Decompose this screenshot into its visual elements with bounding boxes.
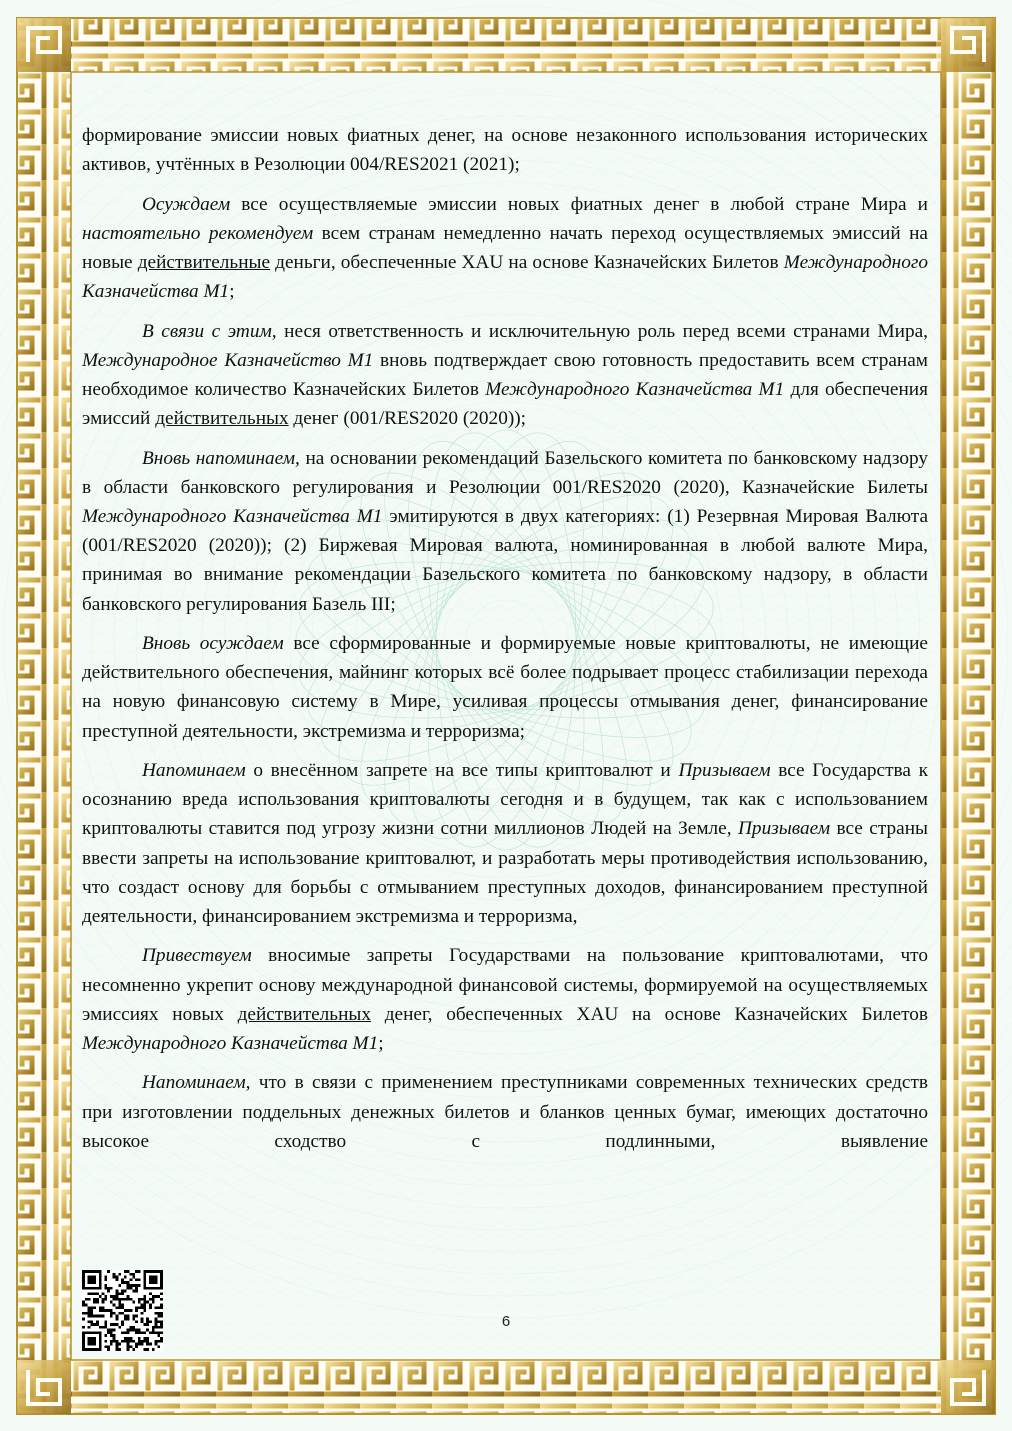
qr-code-image <box>82 1270 163 1351</box>
italic-phrase: Международного Казначейства М1 <box>82 1033 379 1055</box>
text-run: все Государства к осознанию вреда использования криптовалюты сегодня и в будущем, так как с использованием криптовалюты ставится под угрозу жизни сотни миллионов Людей на Земле, <box>82 760 929 840</box>
paragraph <box>82 1068 928 1156</box>
paragraph <box>82 941 928 1058</box>
text-run: всем странам немедленно начать переход осуществляемых эмиссий на новые <box>82 222 928 273</box>
paragraph <box>82 629 928 746</box>
paragraph <box>82 444 928 619</box>
paragraph <box>82 190 928 307</box>
text-run: денег, обеспеченных XAU на основе Казначейских Билетов <box>371 1003 928 1025</box>
paragraph <box>82 756 928 931</box>
italic-phrase: В связи с этим, <box>142 320 277 342</box>
document-body <box>82 121 928 1166</box>
italic-phrase: Вновь осуждаем <box>142 633 284 654</box>
text-run: денег (001/RES2020 (2020)); <box>288 408 527 430</box>
text-run: на основании рекомендаций Базельского комитета по банковскому надзору в области банковского регулирования и Резолюции 001/RES2020 (2020), Казначейские Билеты <box>82 447 929 498</box>
italic-phrase: Вновь напоминаем, <box>142 447 300 469</box>
italic-phrase: Международное Казначейство М1 <box>82 349 374 371</box>
text-run: формирование эмиссии новых фиатных денег, на основе незаконного использования исторических активов, учтённых в Резолюции 004/RES2021 (2021); <box>82 125 928 176</box>
italic-phrase: Международного Казначейства М1 <box>82 506 383 527</box>
text-run: деньги, обеспеченные XAU на основе Казначейских Билетов <box>270 252 784 273</box>
italic-phrase: Привествуем <box>142 945 252 967</box>
text-run: для обеспечения эмиссий <box>82 379 928 430</box>
text-run: эмитируются в двух категориях: (1) Резервная Мировая Валюта (001/RES2020 (2020)); (2) Биржевая Мировая валюта, номинированная в любой валюте Мира, принимая во внимание рекомендации Базельского комитета по банковскому надзору, в области банковского регулирования Базель III; <box>82 506 929 615</box>
text-run: что в связи с применением преступниками современных технических средств при изготовлении поддельных денежных билетов и бланков ценных бумаг, имеющих достаточно высокое сходство с подлинными, выявление <box>82 1072 928 1152</box>
italic-phrase: настоятельно рекомендуем <box>82 222 314 244</box>
underlined-word: действительных <box>237 1003 372 1025</box>
italic-phrase: Международного Казначейства М1 <box>485 379 785 400</box>
text-run: о внесённом запрете на все типы криптовалют и <box>245 760 679 781</box>
italic-phrase: Напоминаем, <box>142 1072 251 1094</box>
italic-phrase: Призываем <box>738 818 831 840</box>
page-number: 6 <box>501 1313 511 1330</box>
text-run: все страны ввести запреты на использование криптовалют, и разработать меры противодействия использованию, что создаст основу для борьбы с отмыванием преступных доходов, финансированием преступной деятельности, финансированием экстремизма и терроризма, <box>82 818 928 928</box>
text-run: все сформированные и формируемые новые криптовалюты, не имеющие действительного обеспечения, майнинг которых всё более подрывает процесс стабилизации перехода на новую финансовую систему в Мире, усиливая процессы отмывания денег, финансирование преступной деятельности, экстремизма и терроризма; <box>82 633 928 742</box>
italic-phrase: Международного Казначейства М1 <box>82 252 928 303</box>
text-run: ; <box>378 1033 384 1055</box>
italic-phrase: Призываем <box>678 760 771 781</box>
text-run: вносимые запреты Государствами на пользование криптовалютами, что несомненно укрепит основу международной финансовой системы, формируемой на осуществляемых эмиссиях новых <box>82 945 928 1025</box>
text-run: все осуществляемые эмиссии новых фиатных денег в любой стране Мира и <box>230 193 928 215</box>
italic-phrase: Напоминаем <box>142 760 246 781</box>
text-run: ; <box>229 281 235 303</box>
underlined-word: действительных <box>155 408 289 430</box>
underlined-word: действительные <box>137 252 271 273</box>
italic-phrase: Осуждаем <box>142 193 231 215</box>
paragraph <box>82 121 928 179</box>
text-run: неся ответственность и исключительную роль перед всеми странами Мира, <box>276 320 928 342</box>
text-run: вновь подтверждает свою готовность предоставить всем странам необходимое количество Казначейских Билетов <box>82 349 928 400</box>
paragraph <box>82 317 928 434</box>
